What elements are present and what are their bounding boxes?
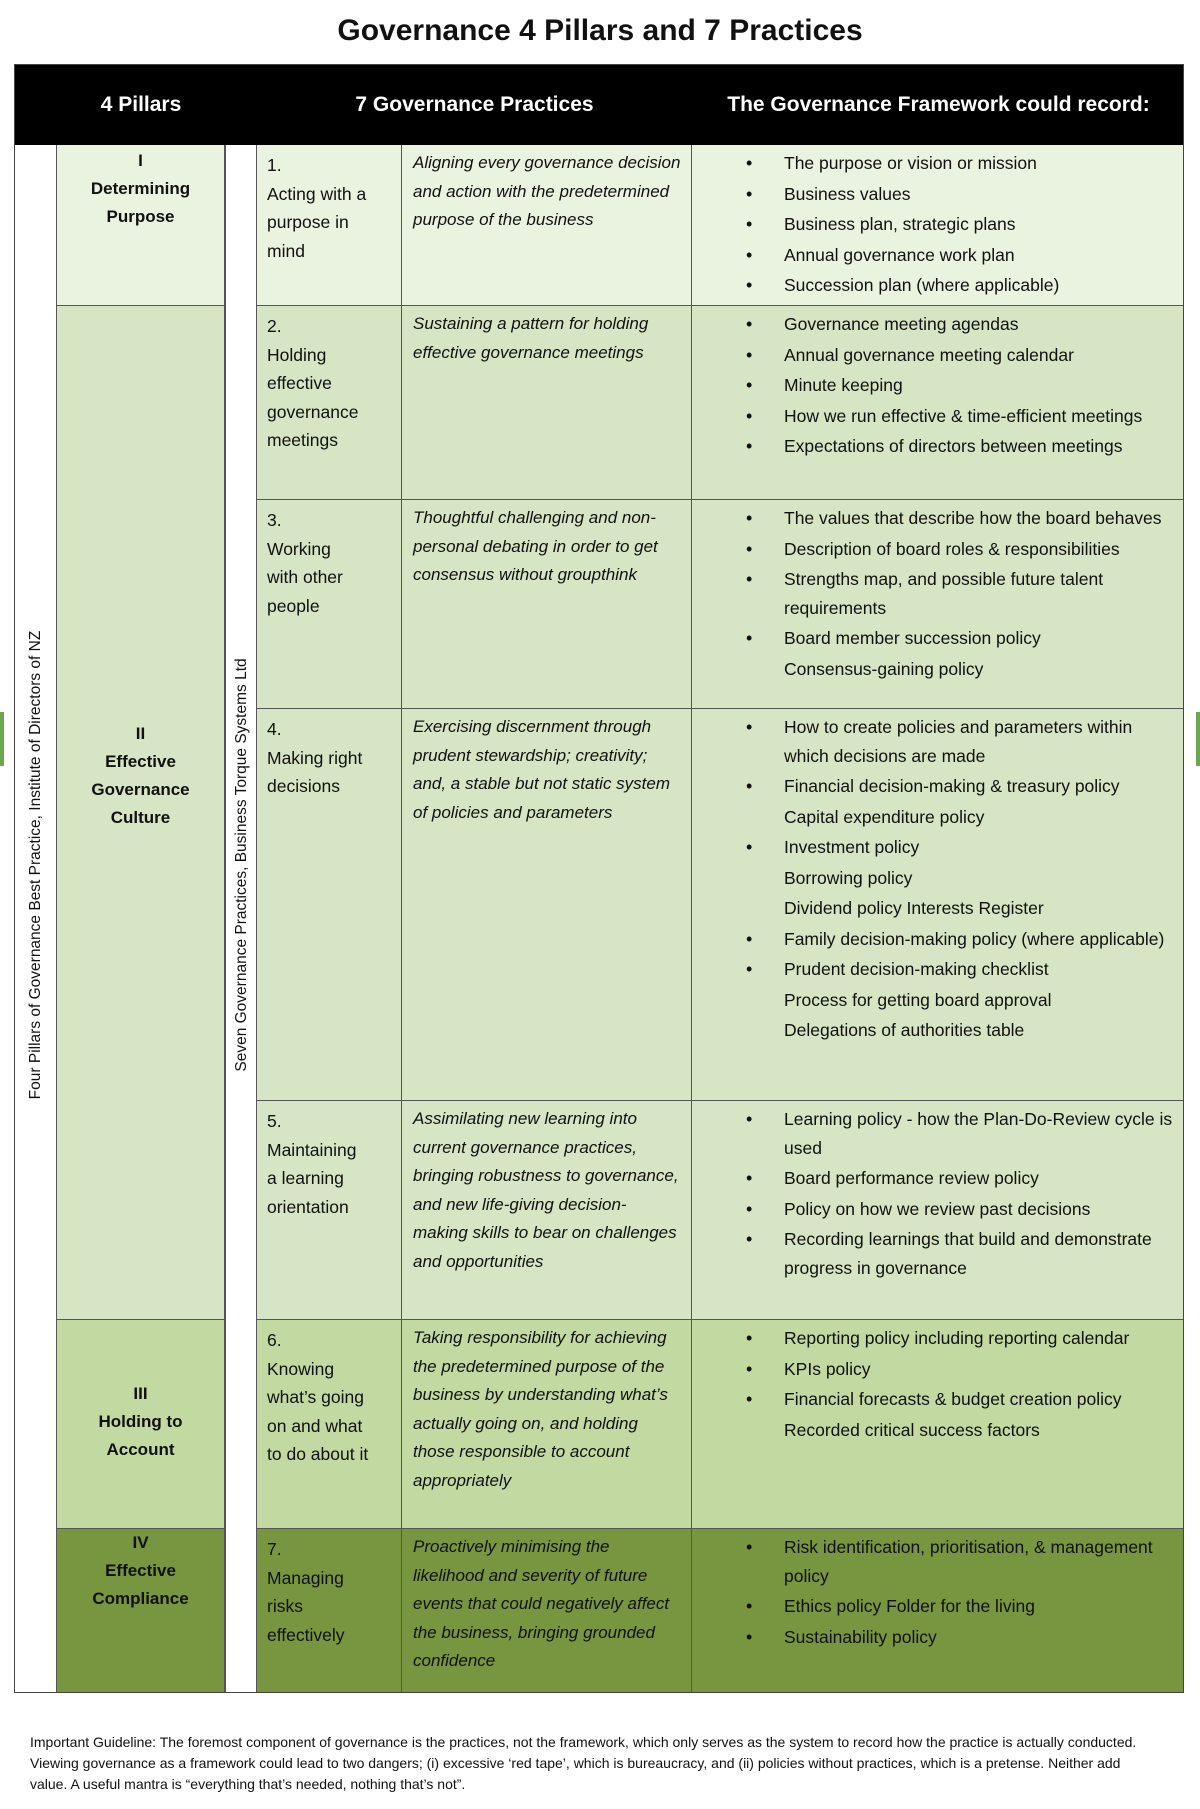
framework-records: [692, 1529, 1184, 1693]
practice-row-5: [257, 1101, 1184, 1320]
practice-name-line: effectively: [267, 1624, 345, 1645]
record-item: Capital expenditure policy: [784, 806, 985, 827]
record-item: Dividend policy Interests Register: [784, 898, 1044, 918]
framework-records: [692, 1101, 1184, 1319]
record-item: • Financial forecasts & budget creation policy: [692, 1385, 1175, 1414]
record-item: • Strengths map, and possible future talent requirements: [692, 565, 1175, 622]
inner-side-label-column: [225, 145, 257, 1693]
header-practices: 7 Governance Practices: [355, 93, 594, 116]
record-item: • How we run effective & time-efficient meetings: [692, 402, 1175, 431]
record-item: Borrowing policy: [784, 867, 913, 888]
record-item: • Sustainability policy: [692, 1623, 1175, 1652]
record-item: • Minute keeping: [692, 371, 1175, 400]
record-item: • Succession plan (where applicable): [692, 271, 1175, 300]
practice-number-name: [257, 1101, 402, 1319]
pillar-line: Effective: [105, 752, 176, 771]
practice-name-line: a learning: [267, 1168, 344, 1188]
header-pillars: 4 Pillars: [100, 93, 182, 116]
framework-records: [692, 709, 1184, 1100]
practice-row-6: [257, 1320, 1184, 1529]
pillar-line: Compliance: [92, 1589, 189, 1608]
practice-name-line: Making right: [267, 747, 363, 768]
pillar-line: Holding to: [98, 1412, 183, 1431]
record-item: • KPIs policy: [692, 1355, 1175, 1384]
practice-number: 6.: [267, 1330, 282, 1350]
record-item: • Expectations of directors between meetings: [692, 432, 1175, 461]
record-item: Process for getting board approval: [784, 989, 1052, 1010]
practice-name-line: meetings: [267, 430, 339, 450]
practice-name-line: effective: [267, 373, 332, 393]
practice-name-line: purpose in: [267, 212, 349, 232]
practice-description: Assimilating new learning into current governance practices, bringing robustness to governance, and new life-giving decision-making skills to bear on challenges and opportunities: [402, 1101, 692, 1319]
practice-description: Exercising discernment through prudent stewardship; creativity; and, a stable but not static system of policies and parameters: [402, 709, 692, 1100]
record-item: • Business values: [692, 180, 1175, 209]
record-item: Recorded critical success factors: [784, 1419, 1040, 1440]
practice-name-line: Knowing: [267, 1358, 335, 1379]
practice-name-line: on and what: [267, 1415, 363, 1436]
practice-description: Sustaining a pattern for holding effective governance meetings: [402, 306, 692, 499]
record-item: • Ethics policy Folder for the living: [692, 1592, 1175, 1621]
record-item: • Learning policy - how the Plan-Do-Review cycle is used: [692, 1105, 1175, 1162]
pillar-line: Culture: [110, 808, 171, 827]
right-edge-marker: [1196, 712, 1200, 766]
record-item: • Governance meeting agendas: [692, 310, 1175, 339]
practice-name-line: to do about it: [267, 1444, 369, 1464]
practice-row-4: [257, 709, 1184, 1101]
pillar-line: Determining: [90, 179, 191, 198]
practice-row-7: [257, 1529, 1184, 1693]
record-item: • Policy on how we review past decisions: [692, 1195, 1175, 1224]
record-item: • Description of board roles & responsibilities: [692, 535, 1175, 564]
record-item: • Annual governance work plan: [692, 241, 1175, 270]
pillar-1: [57, 145, 225, 306]
framework-records: [692, 306, 1184, 499]
practice-number-name: [257, 709, 402, 1100]
outer-side-label-column: [15, 145, 57, 1693]
record-item: • Family decision-making policy (where applicable): [692, 925, 1175, 954]
practice-description: Taking responsibility for achieving the predetermined purpose of the business by understanding what’s actually going on, and holding those responsible to account appropriately: [402, 1320, 692, 1528]
record-item: • Financial decision-making & treasury policy: [692, 772, 1175, 801]
record-item: • Risk identification, prioritisation, & management policy: [692, 1533, 1175, 1590]
pillar-numeral: IV: [132, 1533, 149, 1552]
record-item: Delegations of authorities table: [784, 1020, 1025, 1040]
header-framework: The Governance Framework could record:: [727, 93, 1150, 116]
practice-name-line: people: [267, 595, 320, 616]
record-item: • The purpose or vision or mission: [692, 149, 1175, 178]
practice-number: 5.: [267, 1111, 282, 1131]
practice-name-line: Managing: [267, 1567, 344, 1588]
framework-records: [692, 145, 1184, 305]
pillar-4: [57, 1529, 225, 1693]
practice-row-3: [257, 500, 1184, 709]
practice-name-line: mind: [267, 240, 305, 261]
practice-number-name: [257, 1529, 402, 1693]
framework-records: [692, 1320, 1184, 1528]
pillar-3: [57, 1320, 225, 1529]
practice-number: 3.: [267, 510, 282, 530]
outer-side-label: Four Pillars of Governance Best Practice, Institute of Directors of NZ: [27, 630, 44, 1100]
pillar-numeral: I: [138, 151, 143, 170]
record-item: • Investment policy: [692, 833, 1175, 862]
practice-name-line: Holding: [267, 344, 327, 365]
practice-number: 7.: [267, 1539, 282, 1559]
record-item: • The values that describe how the board behaves: [692, 504, 1175, 533]
pillar-numeral: III: [133, 1384, 148, 1403]
practice-number: 1.: [267, 155, 282, 175]
inner-side-label: Seven Governance Practices, Business Torque Systems Ltd: [233, 658, 250, 1072]
left-edge-marker: [0, 712, 4, 766]
important-guideline: Important Guideline: The foremost component of governance is the practices, not the framework, which only serves as the system to record how the practice is actually conducted. Viewing governance as a framework could lead to two dangers; (i) excessive ‘red tape’, which is bureaucracy, and (ii) policies without practices, which is a pretense. Neither add value. A useful mantra is “everything that’s needed, nothing that’s not”.: [30, 1734, 1137, 1792]
record-item: • Prudent decision-making checklist: [692, 955, 1175, 984]
table-header: [15, 65, 1184, 145]
record-item: • Board member succession policy: [692, 624, 1175, 653]
framework-records: [692, 500, 1184, 708]
pillar-line: Effective: [105, 1561, 176, 1580]
pillar-line: Purpose: [106, 207, 175, 226]
practice-description: Thoughtful challenging and non-personal debating in order to get consensus without groupthink: [402, 500, 692, 708]
record-item: • Board performance review policy: [692, 1164, 1175, 1193]
practice-row-1: [257, 145, 1184, 306]
practice-name-line: decisions: [267, 776, 340, 796]
practice-name-line: orientation: [267, 1196, 349, 1217]
practice-name-line: Acting with a: [267, 183, 367, 204]
practice-description: Aligning every governance decision and action with the predetermined purpose of the business: [402, 145, 692, 305]
pillar-2: [57, 306, 225, 1320]
practice-name-line: Maintaining: [267, 1139, 357, 1160]
governance-table: [14, 64, 1184, 1693]
practice-name-line: with other: [267, 567, 343, 587]
practice-name-line: Working: [267, 538, 331, 559]
record-item: • Business plan, strategic plans: [692, 210, 1175, 239]
record-item: Consensus-gaining policy: [784, 658, 984, 679]
pillar-line: Governance: [91, 780, 190, 799]
pillar-line: Account: [106, 1440, 175, 1459]
practice-number: 2.: [267, 316, 282, 336]
practice-number-name: [257, 145, 402, 305]
practice-number-name: [257, 1320, 402, 1528]
practice-name-line: governance: [267, 401, 359, 422]
record-item: • How to create policies and parameters within which decisions are made: [692, 713, 1175, 770]
pillar-numeral: II: [135, 724, 146, 743]
practice-number-name: [257, 500, 402, 708]
record-item: • Reporting policy including reporting calendar: [692, 1324, 1175, 1353]
record-item: • Annual governance meeting calendar: [692, 341, 1175, 370]
page-title: Governance 4 Pillars and 7 Practices: [337, 14, 863, 47]
record-item: • Recording learnings that build and demonstrate progress in governance: [692, 1225, 1175, 1282]
practice-name-line: what’s going: [267, 1387, 364, 1407]
practice-name-line: risks: [267, 1596, 303, 1616]
practice-number-name: [257, 306, 402, 499]
practice-row-2: [257, 306, 1184, 500]
practice-description: Proactively minimising the likelihood and severity of future events that could negatively affect the business, bringing grounded confidence: [402, 1529, 692, 1693]
practice-number: 4.: [267, 719, 282, 739]
